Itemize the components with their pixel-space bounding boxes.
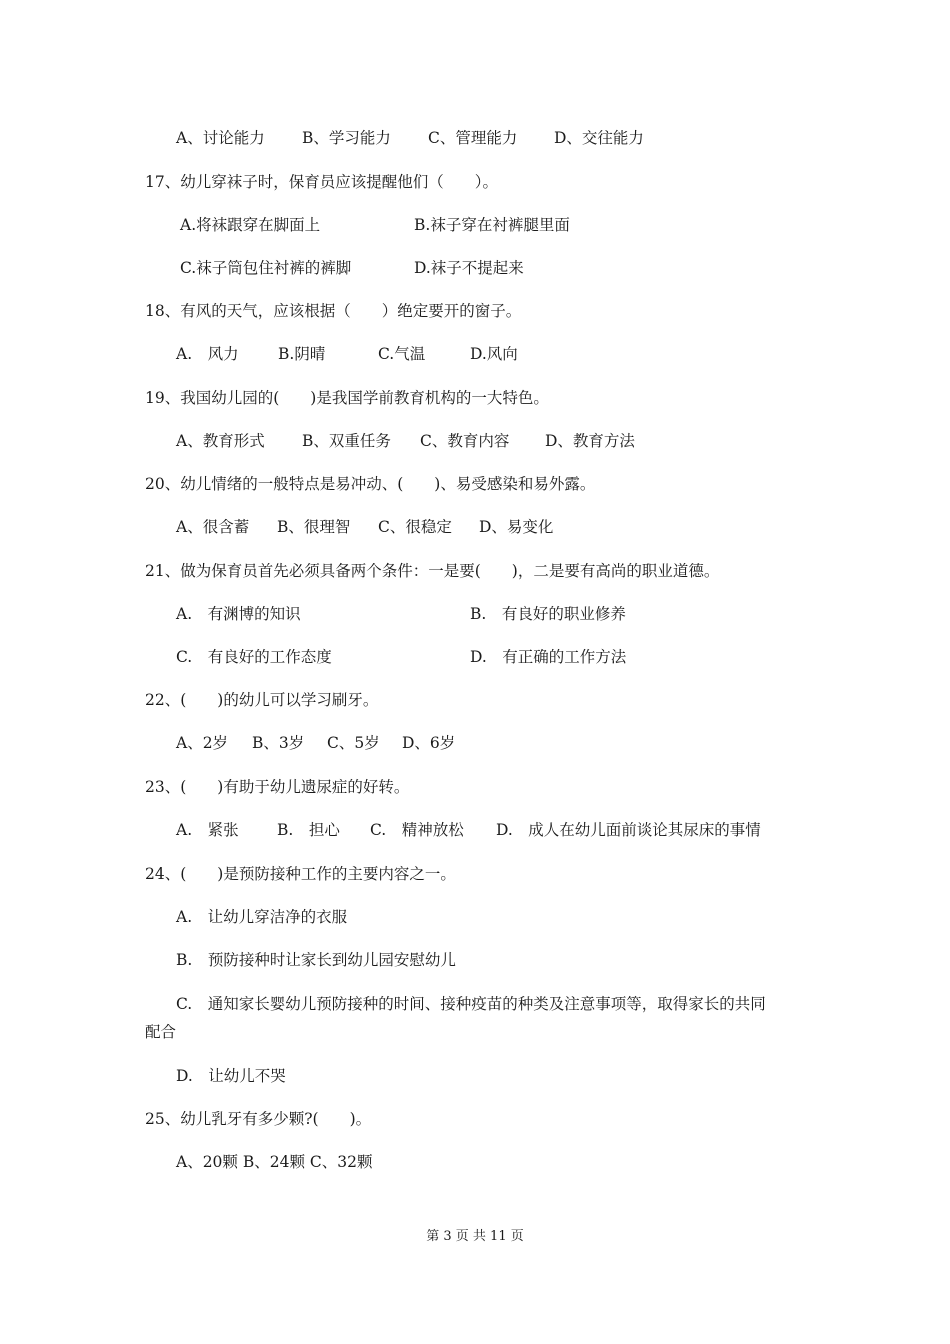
option-a: A. 紧张	[176, 821, 239, 839]
option-b: B.阴晴	[278, 345, 326, 363]
option-a: A. 让幼儿穿洁净的衣服	[176, 908, 348, 926]
question-stem: 17、幼儿穿袜子时，保育员应该提醒他们（ ）。	[145, 173, 498, 191]
question-stem: 18、有风的天气，应该根据（ ）绝定要开的窗子。	[145, 302, 522, 320]
option-a: A、2岁	[176, 734, 229, 752]
options: A、20颗 B、24颗 C、32颗	[176, 1153, 373, 1171]
option-d: D、交往能力	[554, 129, 644, 147]
option-b: B、学习能力	[302, 129, 391, 147]
question-stem: 25、幼儿乳牙有多少颗?( )。	[145, 1110, 372, 1128]
option-b: B、很理智	[277, 518, 351, 536]
question-stem: 21、做为保育员首先必须具备两个条件：一是要( )，二是要有高尚的职业道德。	[145, 562, 720, 580]
option-d: D. 让幼儿不哭	[176, 1067, 286, 1085]
option-b: B、双重任务	[302, 432, 391, 450]
option-c: C、5岁	[327, 734, 380, 752]
option-d: D. 成人在幼儿面前谈论其尿床的事情	[496, 821, 761, 839]
option-d: D.风向	[470, 345, 518, 363]
option-a: A. 有渊博的知识	[176, 605, 301, 623]
question-stem: 20、幼儿情绪的一般特点是易冲动、( )、易受感染和易外露。	[145, 475, 596, 493]
option-c: C、管理能力	[428, 129, 518, 147]
option-a: A、讨论能力	[176, 129, 265, 147]
option-b: B.袜子穿在衬裤腿里面	[414, 216, 570, 234]
option-d: D. 有正确的工作方法	[470, 648, 627, 666]
option-d: D、教育方法	[545, 432, 635, 450]
question-stem: 24、( )是预防接种工作的主要内容之一。	[145, 865, 456, 883]
option-c: C、教育内容	[420, 432, 510, 450]
option-d: D、6岁	[402, 734, 456, 752]
option-b: B、3岁	[252, 734, 305, 752]
option-d: D.袜子不提起来	[414, 259, 524, 277]
page-number-footer: 第 3 页 共 11 页	[426, 1229, 524, 1244]
option-a: A、教育形式	[176, 432, 265, 450]
option-c: C. 精神放松	[370, 821, 464, 839]
option-c: C.袜子筒包住衬裤的裤脚	[180, 259, 352, 277]
option-d: D、易变化	[479, 518, 554, 536]
option-b: B. 有良好的职业修养	[470, 605, 626, 623]
question-stem: 23、( )有助于幼儿遗尿症的好转。	[145, 778, 410, 796]
option-c-continuation: 配合	[145, 1023, 177, 1041]
option-b: B. 预防接种时让家长到幼儿园安慰幼儿	[176, 951, 456, 969]
option-c: C、很稳定	[378, 518, 452, 536]
option-a: A.将袜跟穿在脚面上	[180, 216, 321, 234]
question-stem: 22、( )的幼儿可以学习刷牙。	[145, 691, 379, 709]
option-a: A、很含蓄	[176, 518, 250, 536]
option-a: A. 风力	[176, 345, 239, 363]
option-c: C. 通知家长婴幼儿预防接种的时间、接种疫苗的种类及注意事项等，取得家长的共同	[176, 995, 766, 1013]
option-c: C. 有良好的工作态度	[176, 648, 332, 666]
option-b: B. 担心	[277, 821, 340, 839]
question-stem: 19、我国幼儿园的( )是我国学前教育机构的一大特色。	[145, 389, 549, 407]
option-c: C.气温	[378, 345, 426, 363]
